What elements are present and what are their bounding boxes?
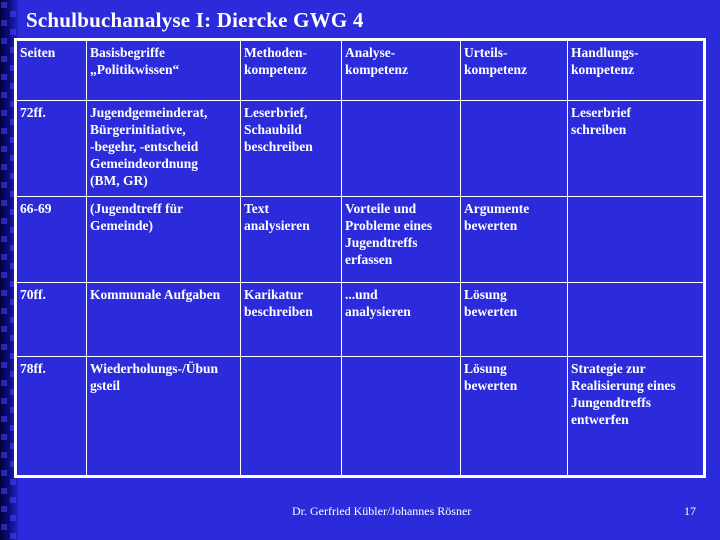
table-cell: 78ff. (17, 357, 87, 476)
table-cell: Leserbrief schreiben (568, 101, 704, 197)
table-cell (461, 101, 568, 197)
table-cell: Strategie zur Realisierung eines Jungendtreffs entwerfen (568, 357, 704, 476)
decorative-square (1, 254, 7, 260)
decorative-square (1, 290, 7, 296)
decorative-square (1, 398, 7, 404)
decorative-square (1, 110, 7, 116)
table-cell: 66-69 (17, 197, 87, 283)
decorative-square (1, 146, 7, 152)
header-cell-methodenkompetenz: Methoden- kompetenz (241, 41, 342, 101)
table-cell: 70ff. (17, 283, 87, 357)
decorative-square (1, 56, 7, 62)
table-header-row (17, 41, 704, 101)
decorative-square (1, 434, 7, 440)
slide-title: Schulbuchanalyse I: Diercke GWG 4 (26, 8, 364, 32)
table-cell: Wiederholungs-/Übun gsteil (87, 357, 241, 476)
table-cell: Lösung bewerten (461, 283, 568, 357)
header-cell-urteilskompetenz: Urteils- kompetenz (461, 41, 568, 101)
table-cell: (Jugendtreff für Gemeinde) (87, 197, 241, 283)
decorative-square (1, 416, 7, 422)
table-cell: Jugendgemeinderat, Bürgerinitiative, -begehr, -entscheid Gemeindeordnung (BM, GR) (87, 101, 241, 197)
decorative-square (1, 344, 7, 350)
decorative-square (1, 182, 7, 188)
table-row (17, 101, 704, 197)
decorative-square (1, 524, 7, 530)
decorative-square (1, 2, 7, 8)
table-cell: Vorteile und Probleme eines Jugendtreffs erfassen (342, 197, 461, 283)
decorative-square (10, 29, 16, 35)
header-cell-analysekompetenz: Analyse- kompetenz (342, 41, 461, 101)
header-cell-handlungskompetenz: Handlungs- kompetenz (568, 41, 704, 101)
decorative-square (1, 362, 7, 368)
decorative-square (1, 92, 7, 98)
decorative-square (1, 380, 7, 386)
table-cell: Leserbrief, Schaubild beschreiben (241, 101, 342, 197)
decorative-square (1, 20, 7, 26)
decorative-square (1, 488, 7, 494)
decorative-square (10, 11, 16, 17)
table-row (17, 357, 704, 476)
table-cell: Karikatur beschreiben (241, 283, 342, 357)
table-cell (568, 197, 704, 283)
decorative-square (1, 326, 7, 332)
table-cell: 72ff. (17, 101, 87, 197)
table-row (17, 283, 704, 357)
table-cell: ...und analysieren (342, 283, 461, 357)
table-cell: Text analysieren (241, 197, 342, 283)
decorative-square (1, 470, 7, 476)
table-cell (568, 283, 704, 357)
decorative-square (10, 533, 16, 539)
decorative-square (1, 74, 7, 80)
footer-author: Dr. Gerfried Kübler/Johannes Rösner (292, 504, 472, 518)
decorative-square (1, 200, 7, 206)
table-cell (241, 357, 342, 476)
table-cell: Lösung bewerten (461, 357, 568, 476)
decorative-square (1, 236, 7, 242)
header-cell-seiten: Seiten (17, 41, 87, 101)
decorative-square (1, 128, 7, 134)
table-cell: Kommunale Aufgaben (87, 283, 241, 357)
decorative-square (1, 452, 7, 458)
decorative-square (1, 38, 7, 44)
decorative-square (10, 479, 16, 485)
table-cell (342, 101, 461, 197)
decorative-square (1, 272, 7, 278)
header-cell-basisbegriffe: Basisbegriffe „Politikwissen“ (87, 41, 241, 101)
table-row (17, 197, 704, 283)
decorative-square (1, 164, 7, 170)
table-cell: Argumente bewerten (461, 197, 568, 283)
analysis-table (14, 38, 706, 478)
slide-footer (0, 504, 720, 522)
table-cell (342, 357, 461, 476)
page-number: 17 (684, 504, 696, 518)
decorative-square (1, 308, 7, 314)
decorative-square (10, 497, 16, 503)
decorative-square (1, 218, 7, 224)
